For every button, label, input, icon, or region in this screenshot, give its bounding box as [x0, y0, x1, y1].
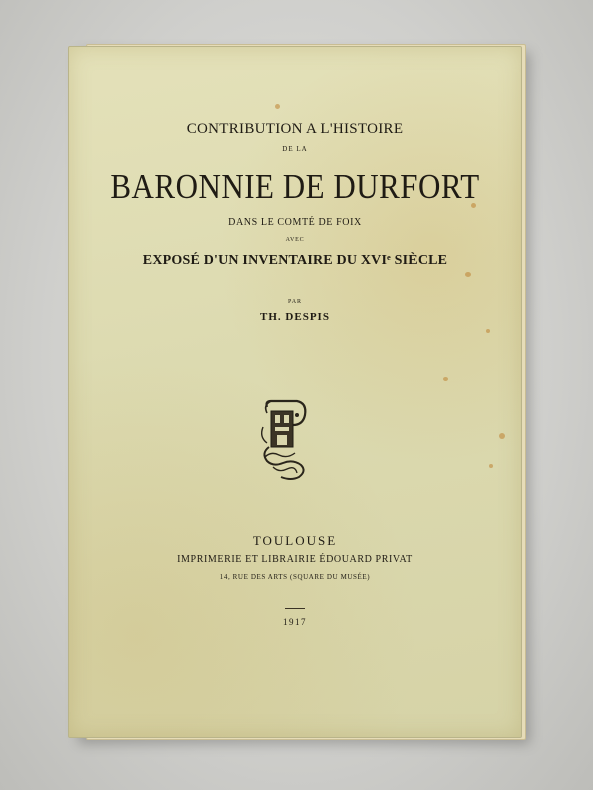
by-label: PAR	[287, 299, 303, 305]
printer-device-emblem-icon	[257, 397, 313, 483]
foxing-spot	[486, 329, 490, 333]
book-subtitle: EXPOSÉ D'UN INVENTAIRE DU XVIᵉ SIÈCLE	[142, 253, 448, 268]
publisher-name: IMPRIMERIE ET LIBRAIRIE ÉDOUARD PRIVAT	[177, 554, 413, 565]
book-cover	[68, 46, 522, 738]
title-line-comte: DANS LE COMTÉ DE FOIX	[228, 217, 362, 228]
publisher-city: TOULOUSE	[252, 533, 338, 548]
foxing-spot	[443, 377, 448, 381]
foxing-spot	[275, 104, 280, 109]
title-line-de-la: DE LA	[282, 145, 308, 153]
divider-dash	[285, 608, 305, 609]
book-title: BARONNIE DE DURFORT	[110, 166, 480, 207]
author-name: TH. DESPIS	[260, 311, 330, 323]
foxing-spot	[499, 433, 505, 439]
foxing-spot	[489, 464, 493, 468]
title-line-contribution: CONTRIBUTION A L'HISTOIRE	[186, 121, 404, 137]
title-line-avec: AVEC	[285, 237, 305, 243]
publisher-address: 14, RUE DES ARTS (SQUARE DU MUSÉE)	[219, 573, 371, 581]
foxing-spot	[465, 272, 471, 277]
publication-year: 1917	[283, 617, 307, 627]
